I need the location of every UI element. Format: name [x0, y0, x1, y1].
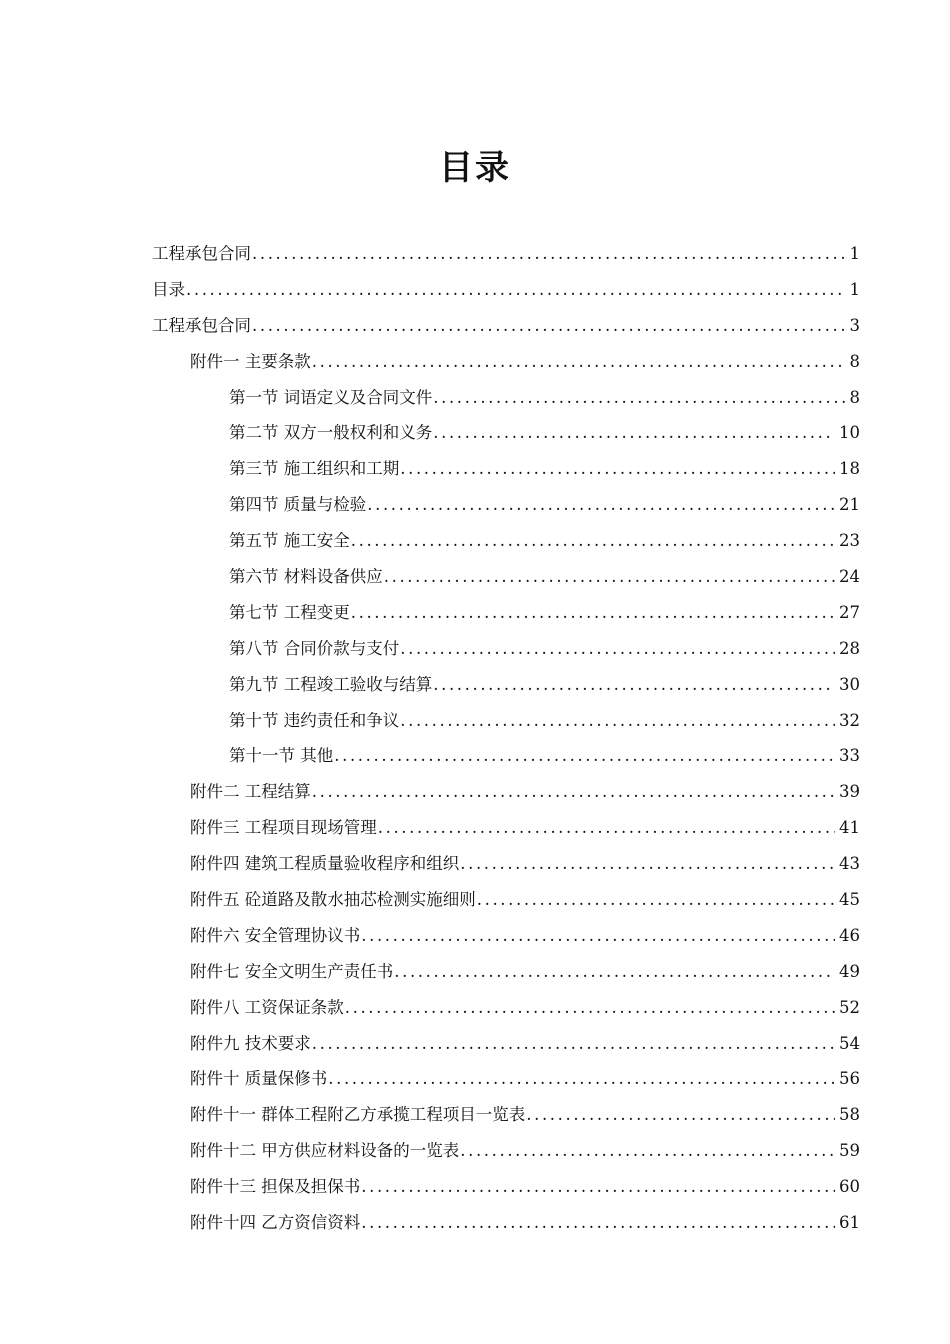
- toc-entry-page-number: 41: [839, 818, 860, 838]
- toc-dot-leader: [361, 1177, 835, 1196]
- toc-entry-label: 第七节 工程变更: [229, 602, 350, 622]
- toc-dot-leader: [345, 998, 835, 1017]
- toc-entry-19[interactable]: [152, 886, 860, 922]
- toc-entry-page-number: 1: [849, 279, 860, 299]
- toc-entry-label: 第四节 质量与检验: [229, 495, 367, 515]
- toc-entry-page-number: 27: [839, 602, 860, 622]
- toc-dot-leader: [433, 423, 835, 442]
- toc-dot-leader: [328, 1069, 835, 1088]
- toc-entry-page-number: 32: [839, 710, 860, 730]
- toc-entry-page-number: 3: [849, 315, 860, 335]
- toc-entry-page-number: 60: [839, 1177, 860, 1197]
- toc-entry-page-number: 56: [839, 1069, 860, 1089]
- toc-dot-leader: [252, 244, 846, 263]
- toc-entry-18[interactable]: [152, 850, 860, 886]
- toc-entry-label: 附件四 建筑工程质量验收程序和组织: [190, 854, 460, 874]
- toc-title: 目录: [439, 148, 511, 188]
- toc-dot-leader: [252, 316, 846, 335]
- toc-entry-page-number: 61: [839, 1213, 860, 1233]
- toc-entry-label: 第一节 词语定义及合同文件: [229, 387, 433, 407]
- toc-dot-leader: [526, 1105, 835, 1124]
- toc-entry-page-number: 28: [839, 638, 860, 658]
- toc-entry-page-number: 54: [839, 1033, 860, 1053]
- toc-entry-page-number: 8: [849, 387, 860, 407]
- toc-dot-leader: [433, 675, 835, 694]
- toc-entry-label: 第八节 合同价款与支付: [229, 638, 400, 658]
- toc-entry-page-number: 18: [839, 459, 860, 479]
- toc-entry-label: 第十节 违约责任和争议: [229, 710, 400, 730]
- toc-entry-22[interactable]: [152, 994, 860, 1030]
- toc-dot-leader: [334, 746, 835, 765]
- toc-entry-page-number: 24: [839, 567, 860, 587]
- toc-entry-label: 附件十四 乙方资信资料: [190, 1213, 361, 1233]
- toc-entry-label: 第十一节 其他: [229, 746, 334, 766]
- toc-entry-page-number: 10: [839, 423, 860, 443]
- toc-dot-leader: [361, 926, 835, 945]
- toc-entry-label: 目录: [152, 279, 185, 299]
- toc-entry-label: 附件一 主要条款: [190, 351, 311, 371]
- toc-dot-leader: [351, 531, 835, 550]
- toc-entry-14[interactable]: [152, 707, 860, 743]
- toc-entry-11[interactable]: [152, 599, 860, 635]
- toc-entry-28[interactable]: [152, 1209, 860, 1245]
- toc-entry-21[interactable]: [152, 958, 860, 994]
- toc-entry-2[interactable]: [152, 276, 860, 312]
- toc-entry-label: 附件十三 担保及担保书: [190, 1177, 361, 1197]
- toc-dot-leader: [460, 1141, 835, 1160]
- toc-dot-leader: [367, 495, 835, 514]
- toc-entry-label: 附件十一 群体工程附乙方承揽工程项目一览表: [190, 1105, 526, 1125]
- toc-dot-leader: [460, 854, 835, 873]
- toc-dot-leader: [186, 280, 846, 299]
- toc-dot-leader: [378, 818, 835, 837]
- toc-entry-label: 第五节 施工安全: [229, 531, 350, 551]
- toc-entry-20[interactable]: [152, 922, 860, 958]
- toc-entry-26[interactable]: [152, 1137, 860, 1173]
- toc-entry-12[interactable]: [152, 635, 860, 671]
- toc-entry-13[interactable]: [152, 671, 860, 707]
- toc-entry-label: 第六节 材料设备供应: [229, 567, 383, 587]
- toc-dot-leader: [312, 1034, 835, 1053]
- toc-entry-label: 附件十二 甲方供应材料设备的一览表: [190, 1141, 460, 1161]
- toc-entry-page-number: 8: [849, 351, 860, 371]
- toc-entry-page-number: 1: [849, 244, 860, 263]
- toc-entry-27[interactable]: [152, 1173, 860, 1209]
- toc-dot-leader: [312, 782, 835, 801]
- toc-entry-label: 第二节 双方一般权利和义务: [229, 423, 433, 443]
- toc-entry-3[interactable]: [152, 312, 860, 348]
- toc-entry-25[interactable]: [152, 1101, 860, 1137]
- toc-entry-label: 附件三 工程项目现场管理: [190, 818, 377, 838]
- toc-dot-leader: [477, 890, 835, 909]
- toc-entry-label: 工程承包合同: [152, 244, 251, 263]
- toc-dot-leader: [384, 567, 835, 586]
- toc-entry-label: 附件七 安全文明生产责任书: [190, 961, 394, 981]
- toc-entry-7[interactable]: [152, 455, 860, 491]
- toc-entry-page-number: 30: [839, 674, 860, 694]
- toc-entry-label: 附件八 工资保证条款: [190, 997, 344, 1017]
- toc-entry-label: 附件十 质量保修书: [190, 1069, 328, 1089]
- toc-entry-23[interactable]: [152, 1030, 860, 1066]
- toc-entry-page-number: 58: [839, 1105, 860, 1125]
- toc-entry-page-number: 33: [839, 746, 860, 766]
- toc-entry-page-number: 39: [839, 782, 860, 802]
- toc-entry-page-number: 52: [839, 997, 860, 1017]
- toc-dot-leader: [400, 711, 835, 730]
- toc-entry-6[interactable]: [152, 419, 860, 455]
- toc-dot-leader: [433, 388, 845, 407]
- toc-entry-label: 附件六 安全管理协议书: [190, 925, 361, 945]
- toc-entry-page-number: 45: [839, 890, 860, 910]
- toc-entry-label: 工程承包合同: [152, 315, 251, 335]
- toc-entry-page-number: 23: [839, 531, 860, 551]
- toc-dot-leader: [400, 459, 835, 478]
- toc-dot-leader: [312, 352, 846, 371]
- toc-entry-page-number: 21: [839, 495, 860, 515]
- toc-entry-page-number: 43: [839, 854, 860, 874]
- toc-entry-page-number: 59: [839, 1141, 860, 1161]
- toc-entry-label: 第九节 工程竣工验收与结算: [229, 674, 433, 694]
- toc-entry-10[interactable]: [152, 563, 860, 599]
- toc-entry-15[interactable]: [152, 742, 860, 778]
- toc-entry-17[interactable]: [152, 814, 860, 850]
- toc-entry-label: 附件九 技术要求: [190, 1033, 311, 1053]
- toc-entry-page-number: 46: [839, 925, 860, 945]
- toc-dot-leader: [394, 962, 835, 981]
- toc-entry-4[interactable]: [152, 348, 860, 384]
- toc-entry-label: 附件二 工程结算: [190, 782, 311, 802]
- toc-entry-5[interactable]: [152, 384, 860, 420]
- toc-entry-8[interactable]: [152, 491, 860, 527]
- toc-entry-16[interactable]: [152, 778, 860, 814]
- toc-entry-page-number: 49: [839, 961, 860, 981]
- toc-entry-1[interactable]: [152, 240, 860, 276]
- toc-dot-leader: [351, 603, 835, 622]
- toc-entry-label: 第三节 施工组织和工期: [229, 459, 400, 479]
- toc-list: [152, 240, 860, 1245]
- toc-entry-24[interactable]: [152, 1065, 860, 1101]
- toc-dot-leader: [400, 639, 835, 658]
- toc-entry-label: 附件五 砼道路及散水抽芯检测实施细则: [190, 890, 476, 910]
- toc-entry-9[interactable]: [152, 527, 860, 563]
- toc-dot-leader: [361, 1213, 835, 1232]
